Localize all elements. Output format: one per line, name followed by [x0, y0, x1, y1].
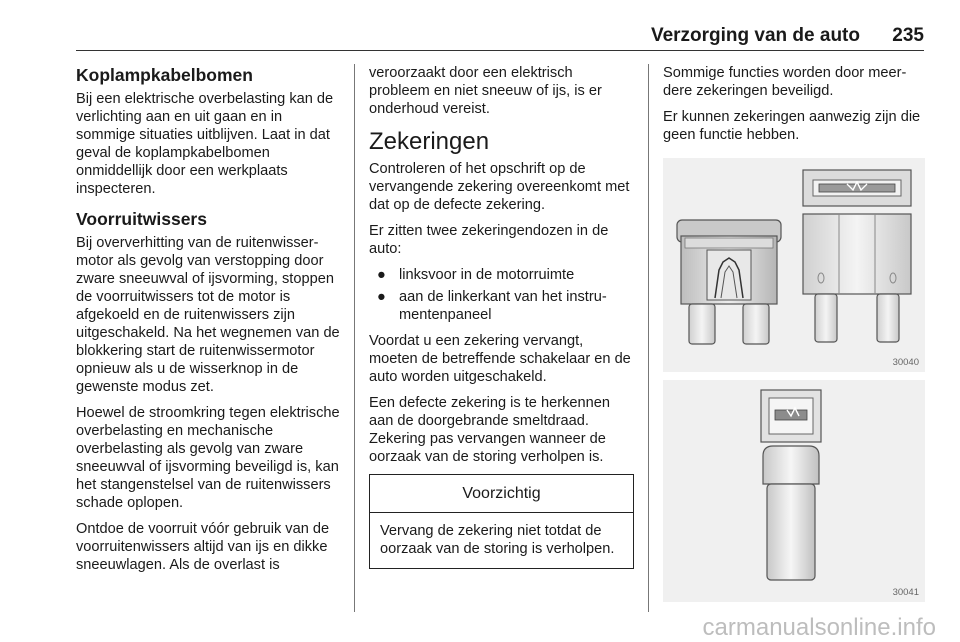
list-item: ● aan de linkerkant van het instrumentenpaneel	[377, 289, 607, 323]
caution-text: Vervang de zekering niet totdat de oorzaak van de storing is verholpen.	[380, 523, 615, 557]
heading-koplampkabelbomen: Koplampkabelbomen	[76, 65, 253, 85]
figure-blade-fuses	[663, 158, 925, 372]
blade-fuse-illustration	[663, 158, 925, 372]
column-divider	[354, 64, 355, 612]
figure-number: 30040	[892, 357, 919, 368]
bullet-icon: ●	[377, 289, 386, 305]
paragraph: veroorzaakt door een elektrisch probleem en niet sneeuw of ijs, is er onderhoud vereist.	[369, 65, 602, 117]
fuse-perspective-view	[677, 220, 781, 344]
bullet-icon: ●	[377, 267, 386, 283]
paragraph: Ontdoe de voorruit vóór gebruik van de voorruitenwissers altijd van ijs en dikke sneeuwlagen. Als de overlast is	[76, 521, 330, 573]
paragraph: Er zitten twee zekeringendozen in de auto:	[369, 223, 609, 257]
paragraph: Bij een elektrische overbelasting kan de verlichting aan en uit gaan en in sommige situaties uitblijven. Laat in dat geval de koplampkabelbomen onmiddellijk door een werkplaats inspecteren.	[76, 91, 334, 197]
column-3	[663, 64, 925, 152]
heading-zekeringen: Zekeringen	[369, 128, 490, 155]
list-item: ● linksvoor in de motorruimte	[377, 267, 575, 283]
paragraph: Controleren of het opschrift op de vervangende zekering overeenkomt met dat op de defecte zekering.	[369, 161, 630, 213]
page-number: 235	[892, 25, 924, 46]
figure-number: 30041	[892, 587, 919, 598]
mini-fuse-illustration	[663, 380, 925, 602]
heading-voorruitwissers: Voorruitwissers	[76, 209, 207, 229]
watermark: carmanualsonline.info	[702, 614, 936, 641]
paragraph: Bij oververhitting van de ruitenwissermotor als gevolg van verstopping door zware sneeuwval of ijsvorming, stoppen de voorruitwissers tot de motor is afgekoeld en de ruitenwissers zijn uitgeschakeld. Na het wegnemen van de blokkering start de ruitenwissermotor opnieuw als u de wisserknop in de gewenste modus zet.	[76, 235, 340, 395]
page-header	[76, 26, 924, 51]
paragraph: Sommige functies worden door meerdere zekeringen beveiligd.	[663, 65, 907, 99]
figure-mini-fuse	[663, 380, 925, 602]
paragraph: Er kunnen zekeringen aanwezig zijn die geen functie hebben.	[663, 109, 921, 143]
paragraph: Hoewel de stroomkring tegen elektrische overbelasting en mechanische overbelasting als gevolg van zware sneeuwval of ijsvorming beveiligd is, kan het stangenstelsel van de ruitenwissers schade oplopen.	[76, 405, 340, 511]
header-title: Verzorging van de auto	[650, 25, 860, 46]
paragraph: Voordat u een zekering vervangt, moeten de betreffende schakelaar en de auto worden uitgeschakeld.	[369, 333, 631, 385]
caution-box	[369, 474, 634, 569]
caution-title: Voorzichtig	[370, 475, 633, 513]
fuse-front-view	[803, 170, 911, 342]
column-2	[369, 64, 634, 569]
column-1	[76, 64, 342, 582]
paragraph: Een defecte zekering is te herkennen aan de doorgebrande smeltdraad. Zekering pas vervangen wanneer de oorzaak van de storing verholpen is.	[369, 395, 610, 465]
column-divider	[648, 64, 649, 612]
fusebox-list	[369, 266, 634, 324]
